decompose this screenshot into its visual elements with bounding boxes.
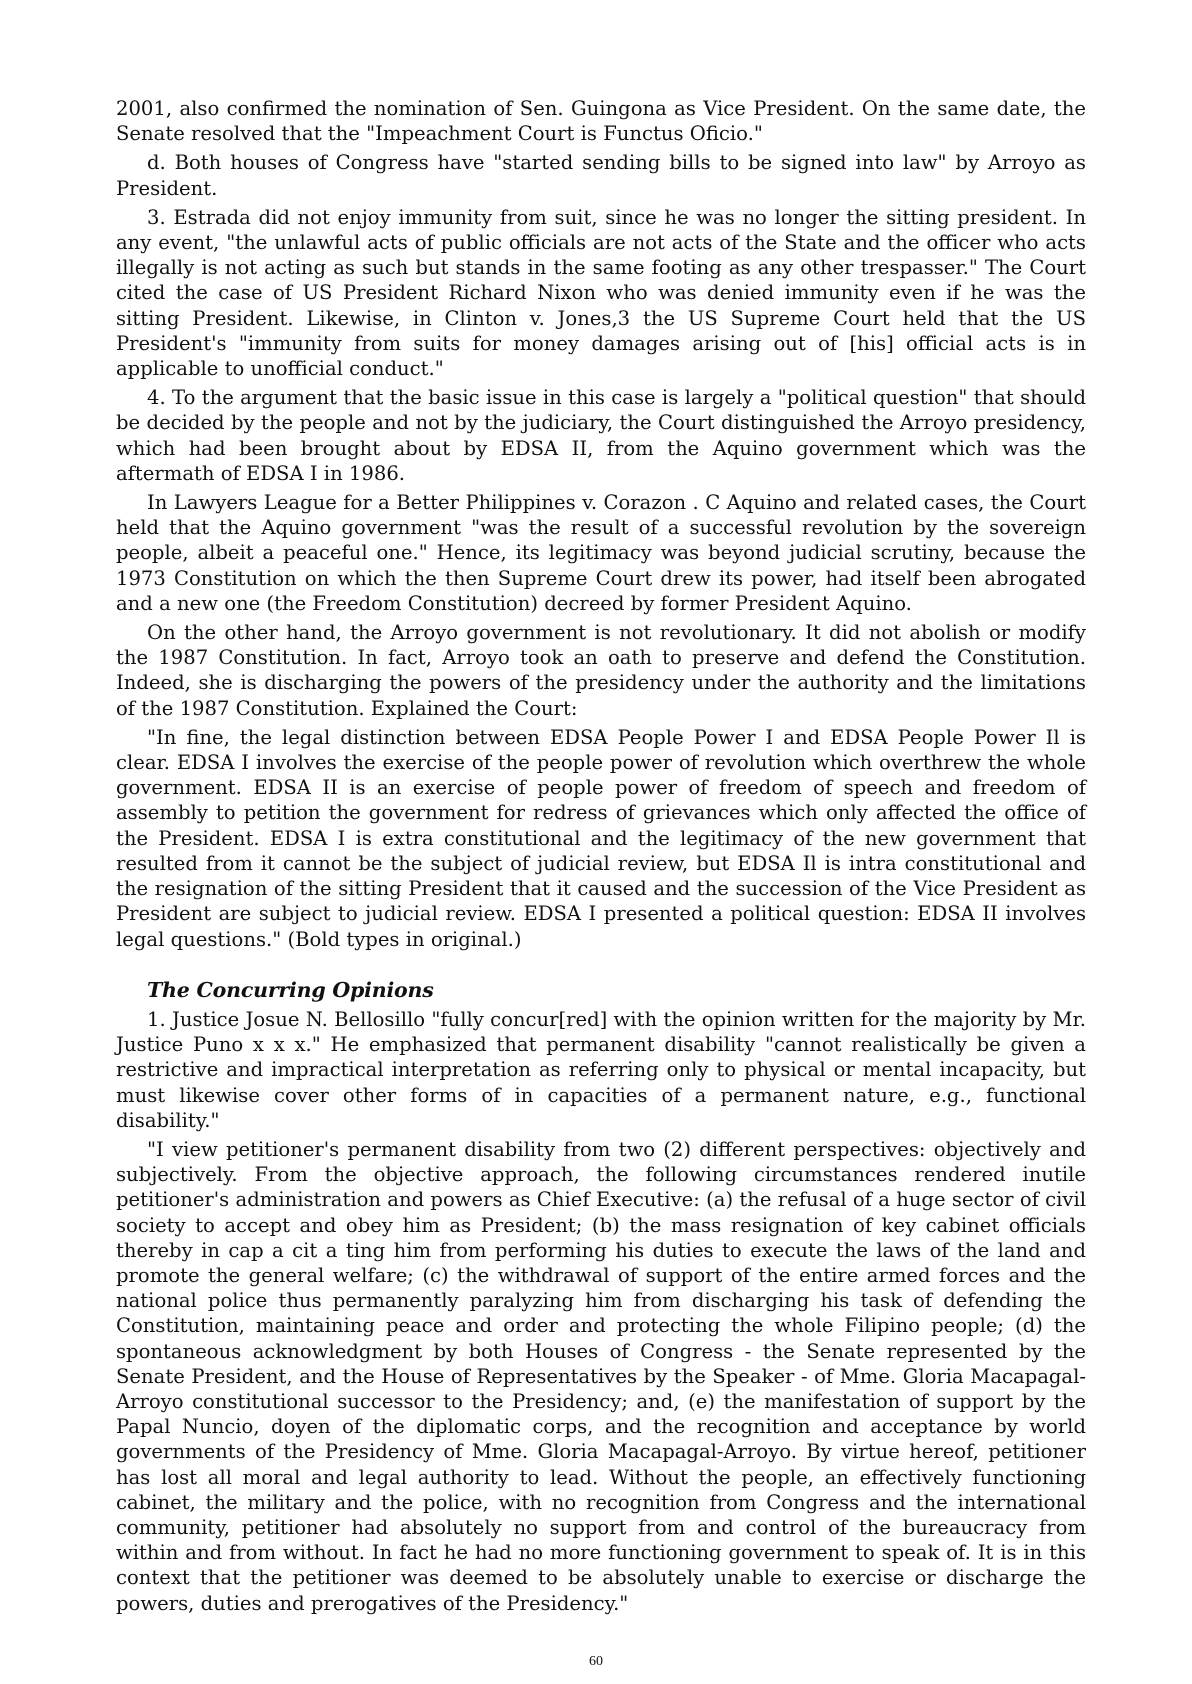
page-number: 60	[589, 1654, 603, 1669]
paragraph: 3. Estrada did not enjoy immunity from suit, since he was no longer the sitting president. In any event, "the unlawful acts of public officials are not acts of the State and the officer who acts illegally is not acting as such but stands in the same footing as any other trespasser." The Court cited the case of US President Richard Nixon who was denied immunity even if he was the sitting President. Likewise, in Clinton v. Jones,3 the US Supreme Court held that the US President's "immunity from suits for money damages arising out of [his] official acts is in applicable to unofficial conduct."	[116, 205, 1086, 381]
paragraph: 4. To the argument that the basic issue in this case is largely a "political question" that should be decided by the people and not by the judiciary, the Court distinguished the Arroyo presidency, which had been brought about by EDSA II, from the Aquino government which was the aftermath of EDSA I in 1986.	[116, 386, 1086, 485]
section-heading: The Concurring Opinions	[147, 977, 434, 1002]
paragraph: 2001, also confirmed the nomination of Sen. Guingona as Vice President. On the same date, the Senate resolved that the "Impeachment Court is Functus Oficio."	[116, 97, 1086, 146]
document-page	[116, 96, 1086, 1620]
paragraph: In Lawyers League for a Better Philippines v. Corazon . C Aquino and related cases, the Court held that the Aquino government "was the result of a successful revolution by the sovereign people, albeit a peaceful one." Hence, its legitimacy was beyond judicial scrutiny, because the 1973 Constitution on which the then Supreme Court drew its power, had itself been abrogated and a new one (the Freedom Constitution) decreed by former President Aquino.	[116, 491, 1086, 615]
paragraph: 1. Justice Josue N. Bellosillo "fully concur[red] with the opinion written for the majority by Mr. Justice Puno x x x." He emphasized that permanent disability "cannot realistically be given a restrictive and impractical interpretation as referring only to physical or mental incapacity, but must likewise cover other forms of in capacities of a permanent nature, e.g., functional disability."	[116, 1007, 1086, 1132]
block-quote: "I view petitioner's permanent disability from two (2) different perspectives: objectively and subjectively. From the objective approach, the following circumstances rendered inutile petitioner's administration and powers as Chief Executive: (a) the refusal of a huge sector of civil society to accept and obey him as President; (b) the mass resignation of key cabinet officials thereby in cap a cit a ting him from performing his duties to execute the laws of the land and promote the general welfare; (c) the withdrawal of support of the entire armed forces and the national police thus permanently paralyzing him from discharging his task of defending the Constitution, maintaining peace and order and protecting the whole Filipino people; (d) the spontaneous acknowledgment by both Houses of Congress - the Senate represented by the Senate President, and the House of Representatives by the Speaker - of Mme. Gloria Macapagal-Arroyo constitutional successor to the Presidency; and, (e) the manifestation of support by the Papal Nuncio, doyen of the diplomatic corps, and the recognition and acceptance by world governments of the Presidency of Mme. Gloria Macapagal-Arroyo. By virtue hereof, petitioner has lost all moral and legal authority to lead. Without the people, an effectively functioning cabinet, the military and the police, with no recognition from Congress and the international community, petitioner had absolutely no support from and control of the bureaucracy from within and from without. In fact he had no more functioning government to speak of. It is in this context that the petitioner was deemed to be absolutely unable to exercise or discharge the powers, duties and prerogatives of the Presidency."	[116, 1137, 1086, 1615]
block-quote: "In fine, the legal distinction between EDSA People Power I and EDSA People Power Il is clear. EDSA I involves the exercise of the people power of revolution which overthrew the whole government. EDSA II is an exercise of people power of freedom of speech and freedom of assembly to petition the government for redress of grievances which only affected the office of the President. EDSA I is extra constitutional and the legitimacy of the new government that resulted from it cannot be the subject of judicial review, but EDSA Il is intra constitutional and the resignation of the sitting President that it caused and the succession of the Vice President as President are subject to judicial review. EDSA I presented a political question: EDSA II involves legal questions." (Bold types in original.)	[116, 725, 1086, 951]
paragraph: d. Both houses of Congress have "started sending bills to be signed into law" by Arroyo as President.	[116, 151, 1086, 200]
paragraph: On the other hand, the Arroyo government is not revolutionary. It did not abolish or modify the 1987 Constitution. In fact, Arroyo took an oath to preserve and defend the Constitution. Indeed, she is discharging the powers of the presidency under the authority and the limitations of the 1987 Constitution. Explained the Court:	[116, 621, 1086, 720]
